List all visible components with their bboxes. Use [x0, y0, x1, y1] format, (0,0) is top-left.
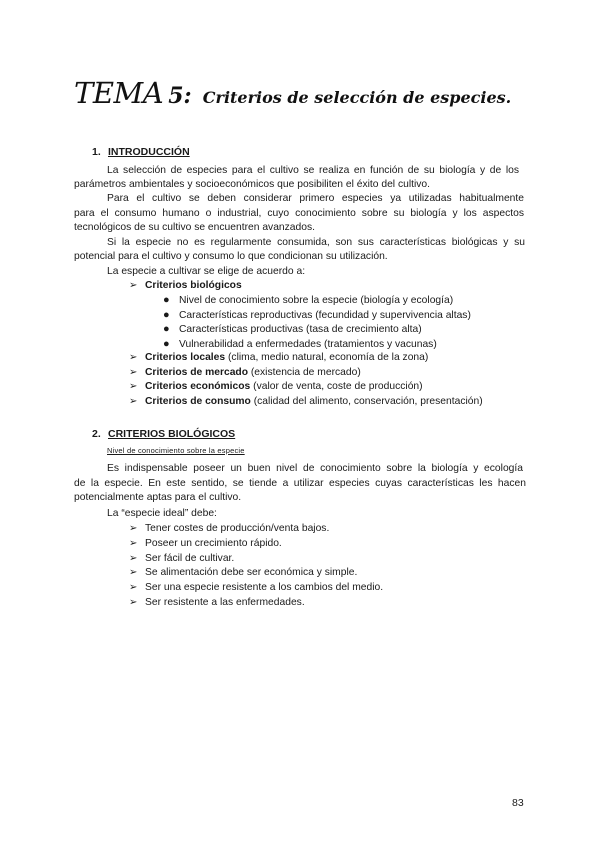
paragraph-line: La selección de especies para el cultivo se realiza en función de su biología y de los [107, 165, 519, 176]
title-subtitle: Criterios de selección de especies. [202, 88, 512, 107]
section-title: CRITERIOS BIOLÓGICOS [108, 428, 236, 440]
paragraph-line: de la especie. En este sentido, se tiende a utilizar especies cuyas características les hacen [74, 478, 526, 489]
list-item [129, 522, 329, 536]
bullet-text: Características reproductivas (fecundidad y supervivencia altas) [179, 310, 471, 321]
criterion-bold: Criterios biológicos [145, 280, 242, 291]
section-1-heading [92, 146, 190, 158]
bullet-text: Nivel de conocimiento sobre la especie (biología y ecología) [179, 295, 454, 306]
list-item [129, 537, 282, 551]
paragraph-line: potencialmente aptas para el cultivo. [74, 492, 242, 503]
criterion-bold: Criterios locales [145, 352, 226, 363]
section-2-heading [92, 428, 235, 440]
list-item [163, 293, 453, 308]
list-item [129, 552, 234, 566]
paragraph-line: Si la especie no es regularmente consumida, son sus características biológicas y su [107, 237, 525, 248]
bullet-text: Características productivas (tasa de crecimiento alta) [179, 324, 422, 335]
bullet-dot-icon: ● [163, 338, 170, 350]
subsection-heading: Nivel de conocimiento sobre la especie [107, 446, 245, 455]
ideal-trait: Tener costes de producción/venta bajos. [145, 523, 330, 534]
paragraph-line: potencial para el cultivo y consumo lo que condicionan su utilización. [74, 251, 388, 262]
criterion-detail: (calidad del alimento, conservación, presentación) [250, 396, 483, 407]
criterion-bold: Criterios económicos [145, 381, 251, 392]
paragraph-line: Es indispensable poseer un buen nivel de conocimiento sobre la biología y ecología [107, 463, 523, 474]
arrow-bullet-icon: ➢ [129, 280, 138, 291]
list-item [163, 322, 422, 337]
paragraph-line: parámetros ambientales y socioeconómicos que posibiliten el éxito del cultivo. [74, 179, 431, 190]
arrow-bullet-icon: ➢ [129, 367, 138, 378]
section-title: INTRODUCCIÓN [108, 146, 190, 158]
title-number: 5: [168, 83, 192, 109]
arrow-bullet-icon: ➢ [129, 396, 138, 407]
ideal-trait: Ser una especie resistente a los cambios del medio. [145, 582, 384, 593]
arrow-bullet-icon: ➢ [129, 582, 138, 593]
ideal-trait: Ser fácil de cultivar. [145, 553, 235, 564]
ideal-trait: Ser resistente a las enfermedades. [145, 597, 305, 608]
arrow-bullet-icon: ➢ [129, 538, 138, 549]
title-tema: TEMA [74, 76, 164, 110]
bullet-text: Vulnerabilidad a enfermedades (tratamientos y vacunas) [179, 339, 437, 350]
ideal-trait: Poseer un crecimiento rápido. [145, 538, 282, 549]
list-item [129, 380, 423, 394]
bullet-dot-icon: ● [163, 309, 170, 321]
criterion-bold: Criterios de mercado [145, 367, 249, 378]
list-item [129, 581, 383, 595]
section-number: 1. [92, 146, 101, 158]
arrow-bullet-icon: ➢ [129, 381, 138, 392]
list-item [129, 596, 305, 610]
list-item [163, 337, 437, 352]
arrow-bullet-icon: ➢ [129, 567, 138, 578]
list-item [129, 395, 483, 409]
criterion-detail: (existencia de mercado) [248, 367, 361, 378]
list-item [163, 308, 471, 323]
list-item [129, 351, 428, 365]
paragraph-line: La especie a cultivar se elige de acuerdo a: [107, 266, 306, 277]
paragraph-line: La “especie ideal” debe: [107, 508, 217, 519]
criterion-bold: Criterios de consumo [145, 396, 251, 407]
paragraph-line: para el consumo humano o industrial, cuyo conocimiento sobre su biología y los aspectos [74, 208, 524, 219]
criterion-detail: (clima, medio natural, economía de la zona) [225, 352, 429, 363]
arrow-bullet-icon: ➢ [129, 553, 138, 564]
list-item [129, 366, 361, 380]
paragraph-line: Para el cultivo se deben considerar primero especies ya utilizadas habitualmente [107, 193, 524, 204]
arrow-bullet-icon: ➢ [129, 352, 138, 363]
arrow-bullet-icon: ➢ [129, 523, 138, 534]
paragraph-line: tecnológicos de su cultivo se encuentren avanzados. [74, 222, 315, 233]
list-item [129, 279, 242, 293]
ideal-trait: Se alimentación debe ser económica y simple. [145, 567, 358, 578]
list-item [129, 566, 357, 580]
arrow-bullet-icon: ➢ [129, 597, 138, 608]
bullet-dot-icon: ● [163, 294, 170, 306]
page-number: 83 [512, 797, 524, 809]
criterion-detail: (valor de venta, coste de producción) [250, 381, 423, 392]
bullet-dot-icon: ● [163, 323, 170, 335]
section-number: 2. [92, 428, 101, 440]
page-title [74, 76, 511, 110]
